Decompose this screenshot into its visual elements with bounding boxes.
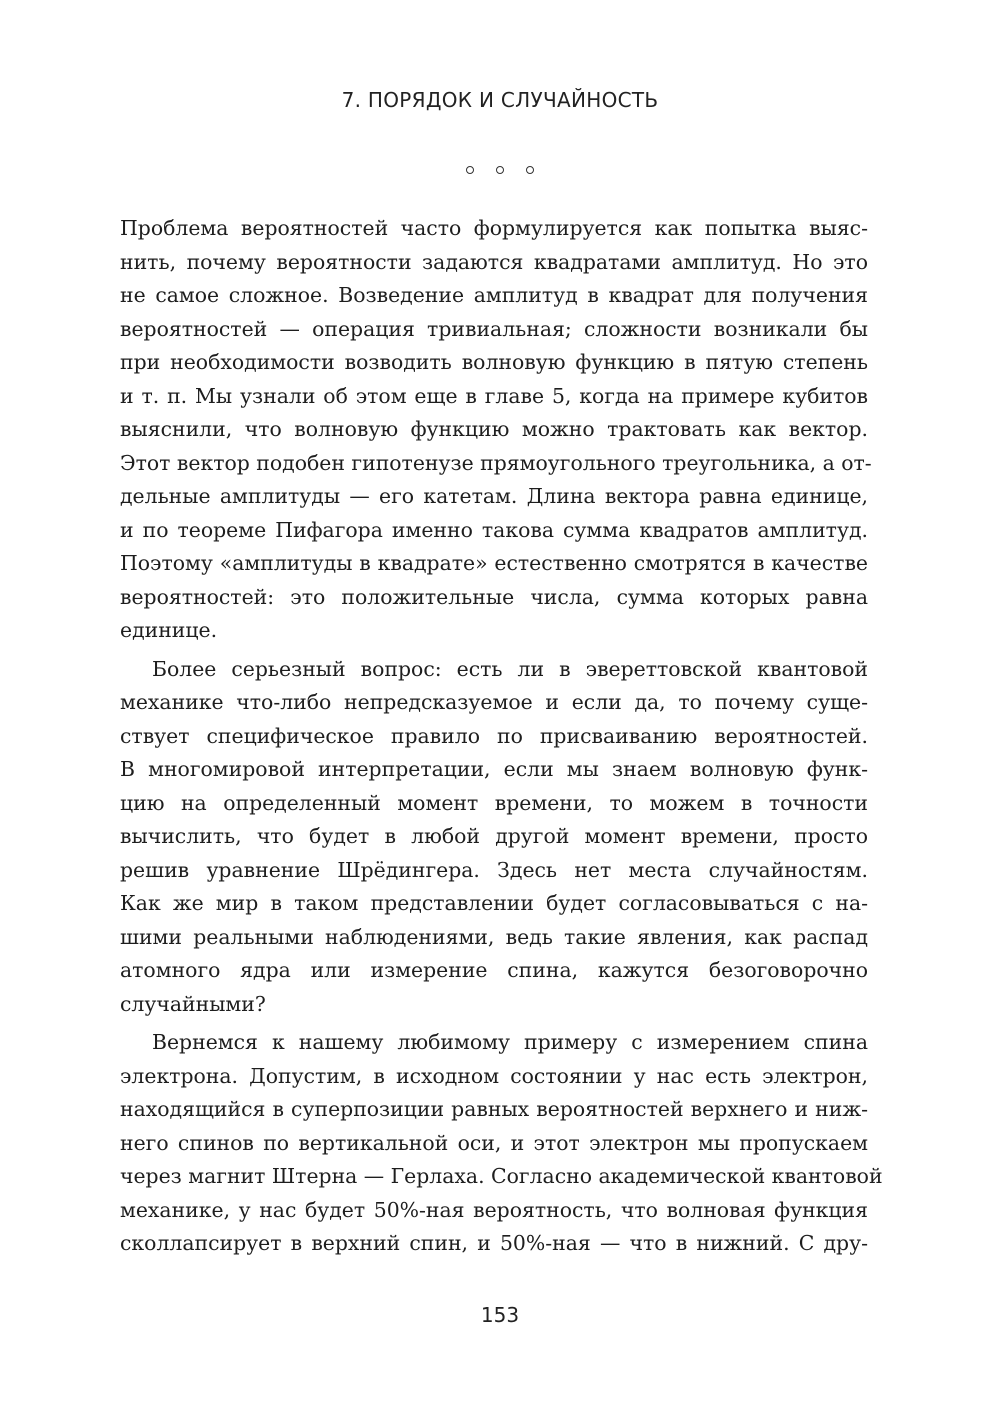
text-line: Проблема вероятностей часто формулируется как попытка выяс- [120,216,868,240]
text-line: электрона. Допустим, в исходном состоянии у нас есть электрон, [120,1063,868,1088]
text-line: Более серьезный вопрос: есть ли в эвереттовской квантовой [152,656,868,681]
text-line: механике, у нас будет 50%-ная вероятность, что волновая функция [120,1197,868,1222]
separator-ring-icon [526,166,534,174]
text-line: не самое сложное. Возведение амплитуд в квадрат для получения [120,283,868,307]
text-line: решив уравнение Шрёдингера. Здесь нет места случайностям. [120,857,868,882]
text-line: нить, почему вероятности задаются квадратами амплитуд. Но это [120,249,868,274]
text-line: цию на определенный момент времени, то можем в точности [120,790,868,815]
text-line: механике что-либо непредсказуемое и если да, то почему суще- [120,690,868,714]
body-text [120,212,883,1266]
separator-ring-icon [466,166,474,174]
text-line: Этот вектор подобен гипотенузе прямоугольного треугольника, а от- [120,450,872,475]
separator-ring-icon [496,166,504,174]
text-line: и по теореме Пифагора именно такова сумма квадратов амплитуд. [120,517,868,542]
text-line: через магнит Штерна — Герлаха. Согласно академической квантовой [120,1164,883,1188]
text-line: находящийся в суперпозиции равных вероятностей верхнего и ниж- [120,1097,868,1121]
paragraph [120,1026,883,1261]
text-line: Как же мир в таком представлении будет согласовываться с на- [120,891,868,915]
text-line: него спинов по вертикальной оси, и этот электрон мы пропускаем [120,1130,868,1155]
text-line: дельные амплитуды — его катетам. Длина вектора равна единице, [120,484,868,508]
text-line: выяснили, что волновую функцию можно трактовать как вектор. [120,417,868,441]
text-line: единице. [120,618,218,642]
text-line: Вернемся к нашему любимому примеру с измерением спина [152,1030,868,1054]
text-line: шими реальными наблюдениями, ведь такие явления, как распад [120,924,868,949]
paragraph [120,653,868,1022]
text-line: атомного ядра или измерение спина, кажутся безоговорочно [120,958,868,982]
paragraph [120,212,872,648]
text-line: вероятностей: это положительные числа, сумма которых равна [120,584,868,609]
text-line: вероятностей — операция тривиальная; сложности возникали бы [120,316,868,341]
page-number: 153 [480,1303,520,1327]
text-line: при необходимости возводить волновую функцию в пятую степень [120,350,868,374]
text-line: вычислить, что будет в любой другой момент времени, просто [120,824,868,848]
text-line: Поэтому «амплитуды в квадрате» естественно смотрятся в качестве [120,551,868,575]
running-head: 7. ПОРЯДОК И СЛУЧАЙНОСТЬ [341,88,659,112]
section-separator [0,166,1000,174]
text-line: и т. п. Мы узнали об этом еще в главе 5, когда на примере кубитов [120,383,868,408]
text-line: ствует специфическое правило по присваиванию вероятностей. [120,723,868,748]
text-line: В многомировой интерпретации, если мы знаем волновую функ- [120,757,868,781]
text-line: случайными? [120,991,266,1016]
text-line: сколлапсирует в верхний спин, и 50%-ная — что в нижний. С дру- [120,1231,868,1255]
